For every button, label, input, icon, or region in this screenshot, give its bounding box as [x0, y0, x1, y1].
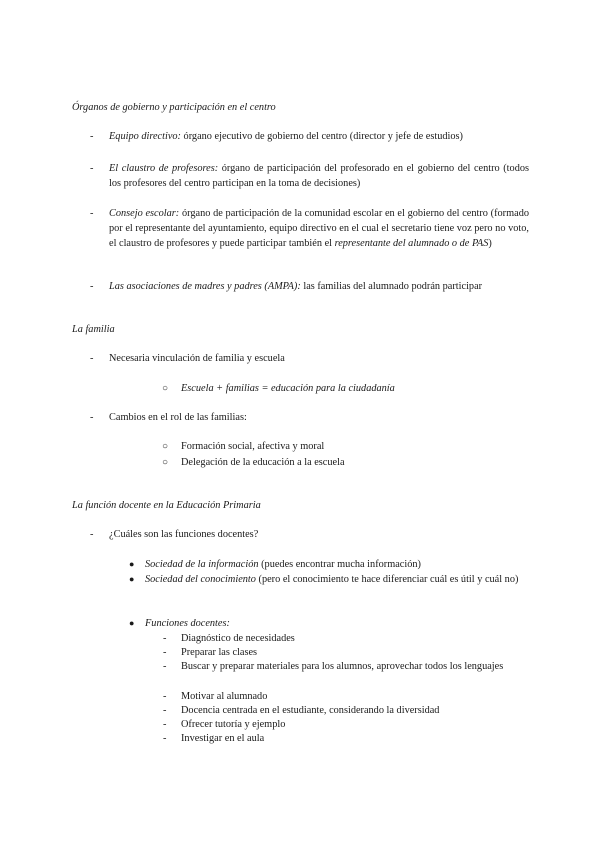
list-item-vinculacion: Necesaria vinculación de familia y escuela — [109, 353, 285, 364]
funcion-buscar-materiales: Buscar y preparar materiales para los alumnos, aprovechar todos los lenguajes — [181, 661, 504, 672]
term-claustro: El claustro de profesores: — [109, 163, 219, 174]
dash-marker: - — [90, 353, 94, 364]
definition-ampa: las familias del alumnado podrán participar — [300, 281, 483, 292]
list-item-claustro — [109, 161, 529, 191]
list-item-cambios-rol: Cambios en el rol de las familias: — [109, 412, 247, 423]
bullet-funciones-docentes: Funciones docentes: — [145, 618, 230, 629]
dash-marker: - — [163, 661, 167, 672]
list-item-equipo-directivo — [109, 129, 463, 144]
bullet-sociedad-informacion — [145, 557, 421, 572]
funcion-docencia-centrada: Docencia centrada en el estudiante, considerando la diversidad — [181, 705, 440, 716]
dash-marker: - — [163, 733, 167, 744]
list-item-pregunta-funciones: ¿Cuáles son las funciones docentes? — [109, 529, 259, 540]
funcion-investigar: Investigar en el aula — [181, 733, 265, 744]
term-ampa: Las asociaciones de madres y padres (AMPA): — [109, 281, 301, 292]
circle-marker: ○ — [162, 457, 169, 468]
section-heading-familia: La familia — [72, 324, 115, 335]
sub-item-formacion-social: Formación social, afectiva y moral — [181, 441, 325, 452]
definition-sociedad-informacion: (puedes encontrar mucha información) — [258, 559, 421, 570]
list-item-ampa — [109, 279, 482, 294]
definition-equipo-directivo: órgano ejecutivo de gobierno del centro (director y jefe de estudios) — [180, 131, 463, 142]
definition-consejo-escolar: órgano de participación de la comunidad escolar en el gobierno del centro (formado por el representante del ayuntamiento, equipo directivo en el cual el secretario tiene voz pero no voto, el claustro de profesores y puede participar también el — [109, 208, 529, 249]
funcion-tutoria: Ofrecer tutoría y ejemplo — [181, 719, 286, 730]
dash-marker: - — [90, 412, 94, 423]
funcion-diagnostico: Diagnóstico de necesidades — [181, 633, 295, 644]
dash-marker: - — [90, 529, 94, 540]
bullet-marker: ● — [129, 559, 135, 569]
term-sociedad-informacion: Sociedad de la información — [145, 559, 259, 570]
closing-paren: ) — [488, 238, 492, 249]
funcion-motivar: Motivar al alumnado — [181, 691, 268, 702]
definition-claustro: órgano de participación del profesorado en el gobierno del centro (todos los profesores del centro participan en la toma de decisiones) — [109, 163, 529, 189]
dash-marker: - — [163, 719, 167, 730]
section-heading-organos: Órganos de gobierno y participación en el centro — [72, 102, 276, 113]
term-sociedad-conocimiento: Sociedad del conocimiento — [145, 574, 256, 585]
sub-item-delegacion: Delegación de la educación a la escuela — [181, 457, 345, 468]
circle-marker: ○ — [162, 441, 169, 452]
definition-sociedad-conocimiento: (pero el conocimiento te hace diferenciar cuál es útil y cuál no) — [255, 574, 519, 585]
sub-item-escuela-familias: Escuela + familias = educación para la ciudadanía — [181, 383, 395, 394]
bullet-marker: ● — [129, 618, 135, 628]
list-item-consejo-escolar — [109, 206, 529, 251]
dash-marker: - — [90, 131, 94, 142]
dash-marker: - — [163, 691, 167, 702]
section-heading-funcion-docente: La función docente en la Educación Primaria — [72, 500, 261, 511]
term-equipo-directivo: Equipo directivo: — [109, 131, 181, 142]
dash-marker: - — [90, 281, 94, 292]
dash-marker: - — [90, 163, 94, 174]
term-representante-alumnado: representante del alumnado o de PAS — [334, 238, 489, 249]
dash-marker: - — [90, 208, 94, 219]
dash-marker: - — [163, 705, 167, 716]
circle-marker: ○ — [162, 383, 169, 394]
dash-marker: - — [163, 633, 167, 644]
bullet-sociedad-conocimiento — [145, 572, 529, 587]
funcion-preparar-clases: Preparar las clases — [181, 647, 258, 658]
bullet-marker: ● — [129, 574, 135, 584]
term-consejo-escolar: Consejo escolar: — [109, 208, 180, 219]
dash-marker: - — [163, 647, 167, 658]
